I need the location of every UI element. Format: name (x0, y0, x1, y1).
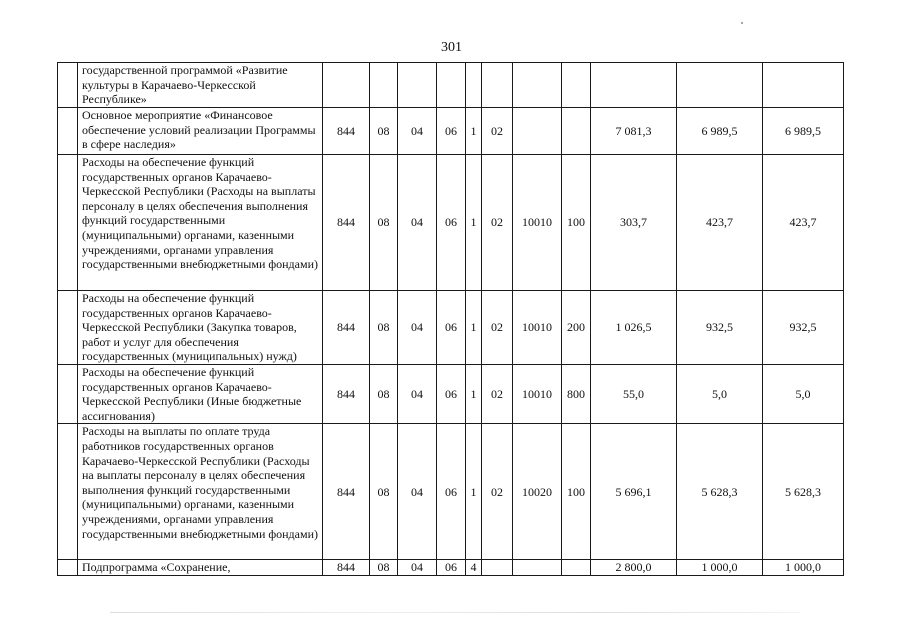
subsection-code-cell: 04 (398, 108, 437, 155)
direction-code-cell (513, 63, 562, 108)
event-code-cell: 02 (482, 108, 513, 155)
amount-year-2-cell: 932,5 (677, 291, 763, 365)
amount-year-1-cell: 303,7 (591, 155, 677, 291)
direction-code-cell: 10020 (513, 424, 562, 560)
description-cell: Подпрограмма «Сохранение, (78, 560, 323, 576)
table-row (58, 424, 844, 560)
table-row (58, 560, 844, 576)
expense-type-cell: 100 (562, 155, 591, 291)
amount-year-2-cell: 1 000,0 (677, 560, 763, 576)
ministry-code-cell: 844 (323, 560, 370, 576)
budget-table (57, 62, 844, 576)
program-code-cell: 06 (437, 424, 466, 560)
program-code-cell: 06 (437, 155, 466, 291)
amount-year-1-cell: 7 081,3 (591, 108, 677, 155)
row-index-cell (58, 291, 78, 365)
expense-type-cell: 100 (562, 424, 591, 560)
amount-year-3-cell: 5 628,3 (763, 424, 844, 560)
row-index-cell (58, 560, 78, 576)
program-code-cell (437, 63, 466, 108)
event-code-cell: 02 (482, 424, 513, 560)
table-row (58, 108, 844, 155)
description-cell: Основное мероприятие «Финансовое обеспечение условий реализации Программы в сфере наследия» (78, 108, 323, 155)
program-code-cell: 06 (437, 108, 466, 155)
table-row (58, 155, 844, 291)
expense-type-cell: 800 (562, 365, 591, 424)
section-code-cell: 08 (370, 155, 398, 291)
expense-type-cell (562, 108, 591, 155)
amount-year-3-cell: 423,7 (763, 155, 844, 291)
amount-year-2-cell: 6 989,5 (677, 108, 763, 155)
subsection-code-cell: 04 (398, 424, 437, 560)
direction-code-cell: 10010 (513, 155, 562, 291)
event-code-cell: 02 (482, 365, 513, 424)
amount-year-3-cell: 932,5 (763, 291, 844, 365)
subsection-code-cell: 04 (398, 291, 437, 365)
subprogram-code-cell: 1 (466, 365, 482, 424)
page-number: 301 (441, 40, 462, 55)
row-index-cell (58, 155, 78, 291)
description-cell: Расходы на обеспечение функций государственных органов Карачаево-Черкесской Республики (Иные бюджетные ассигнования) (78, 365, 323, 424)
amount-year-1-cell: 55,0 (591, 365, 677, 424)
description-cell: Расходы на обеспечение функций государственных органов Карачаево-Черкесской Республики (Расходы на выплаты персоналу в целях обеспечения выполнения функций государственными (муниципальными) органами, казенными учреждениями, органами управления государственными внебюджетными фондами) (78, 155, 323, 291)
section-code-cell: 08 (370, 424, 398, 560)
section-code-cell: 08 (370, 291, 398, 365)
amount-year-3-cell (763, 63, 844, 108)
amount-year-1-cell: 5 696,1 (591, 424, 677, 560)
amount-year-3-cell: 1 000,0 (763, 560, 844, 576)
amount-year-1-cell: 2 800,0 (591, 560, 677, 576)
row-index-cell (58, 424, 78, 560)
event-code-cell (482, 560, 513, 576)
description-cell: Расходы на обеспечение функций государственных органов Карачаево-Черкесской Республики (Закупка товаров, работ и услуг для обеспечения государственных (муниципальных) нужд) (78, 291, 323, 365)
row-index-cell (58, 63, 78, 108)
amount-year-1-cell: 1 026,5 (591, 291, 677, 365)
program-code-cell: 06 (437, 291, 466, 365)
direction-code-cell (513, 108, 562, 155)
subprogram-code-cell: 1 (466, 155, 482, 291)
subprogram-code-cell (466, 63, 482, 108)
direction-code-cell (513, 560, 562, 576)
ministry-code-cell: 844 (323, 291, 370, 365)
subsection-code-cell: 04 (398, 155, 437, 291)
amount-year-2-cell: 423,7 (677, 155, 763, 291)
event-code-cell: 02 (482, 291, 513, 365)
subprogram-code-cell: 1 (466, 291, 482, 365)
table-row (58, 63, 844, 108)
program-code-cell: 06 (437, 365, 466, 424)
ministry-code-cell (323, 63, 370, 108)
amount-year-2-cell: 5 628,3 (677, 424, 763, 560)
budget-table-body (58, 63, 844, 576)
expense-type-cell: 200 (562, 291, 591, 365)
expense-type-cell (562, 560, 591, 576)
expense-type-cell (562, 63, 591, 108)
amount-year-2-cell (677, 63, 763, 108)
subsection-code-cell (398, 63, 437, 108)
subprogram-code-cell: 1 (466, 424, 482, 560)
table-row (58, 365, 844, 424)
subsection-code-cell: 04 (398, 560, 437, 576)
ministry-code-cell: 844 (323, 365, 370, 424)
amount-year-3-cell: 6 989,5 (763, 108, 844, 155)
event-code-cell: 02 (482, 155, 513, 291)
ministry-code-cell: 844 (323, 108, 370, 155)
subprogram-code-cell: 1 (466, 108, 482, 155)
row-index-cell (58, 365, 78, 424)
program-code-cell: 06 (437, 560, 466, 576)
description-cell: Расходы на выплаты по оплате труда работников государственных органов Карачаево-Черкесской Республики (Расходы на выплаты персоналу в целях обеспечения выполнения функций государственными (муниципальными) органами, казенными учреждениями, органами управления государственными внебюджетными фондами) (78, 424, 323, 560)
scan-speck (741, 22, 743, 24)
amount-year-2-cell: 5,0 (677, 365, 763, 424)
description-cell: государственной программой «Развитие культуры в Карачаево-Черкесской Республике» (78, 63, 323, 108)
direction-code-cell: 10010 (513, 291, 562, 365)
section-code-cell (370, 63, 398, 108)
direction-code-cell: 10010 (513, 365, 562, 424)
amount-year-1-cell (591, 63, 677, 108)
ministry-code-cell: 844 (323, 155, 370, 291)
row-index-cell (58, 108, 78, 155)
section-code-cell: 08 (370, 108, 398, 155)
table-row (58, 291, 844, 365)
subsection-code-cell: 04 (398, 365, 437, 424)
event-code-cell (482, 63, 513, 108)
section-code-cell: 08 (370, 560, 398, 576)
amount-year-3-cell: 5,0 (763, 365, 844, 424)
subprogram-code-cell: 4 (466, 560, 482, 576)
ministry-code-cell: 844 (323, 424, 370, 560)
scan-shadow-line (110, 612, 800, 613)
section-code-cell: 08 (370, 365, 398, 424)
